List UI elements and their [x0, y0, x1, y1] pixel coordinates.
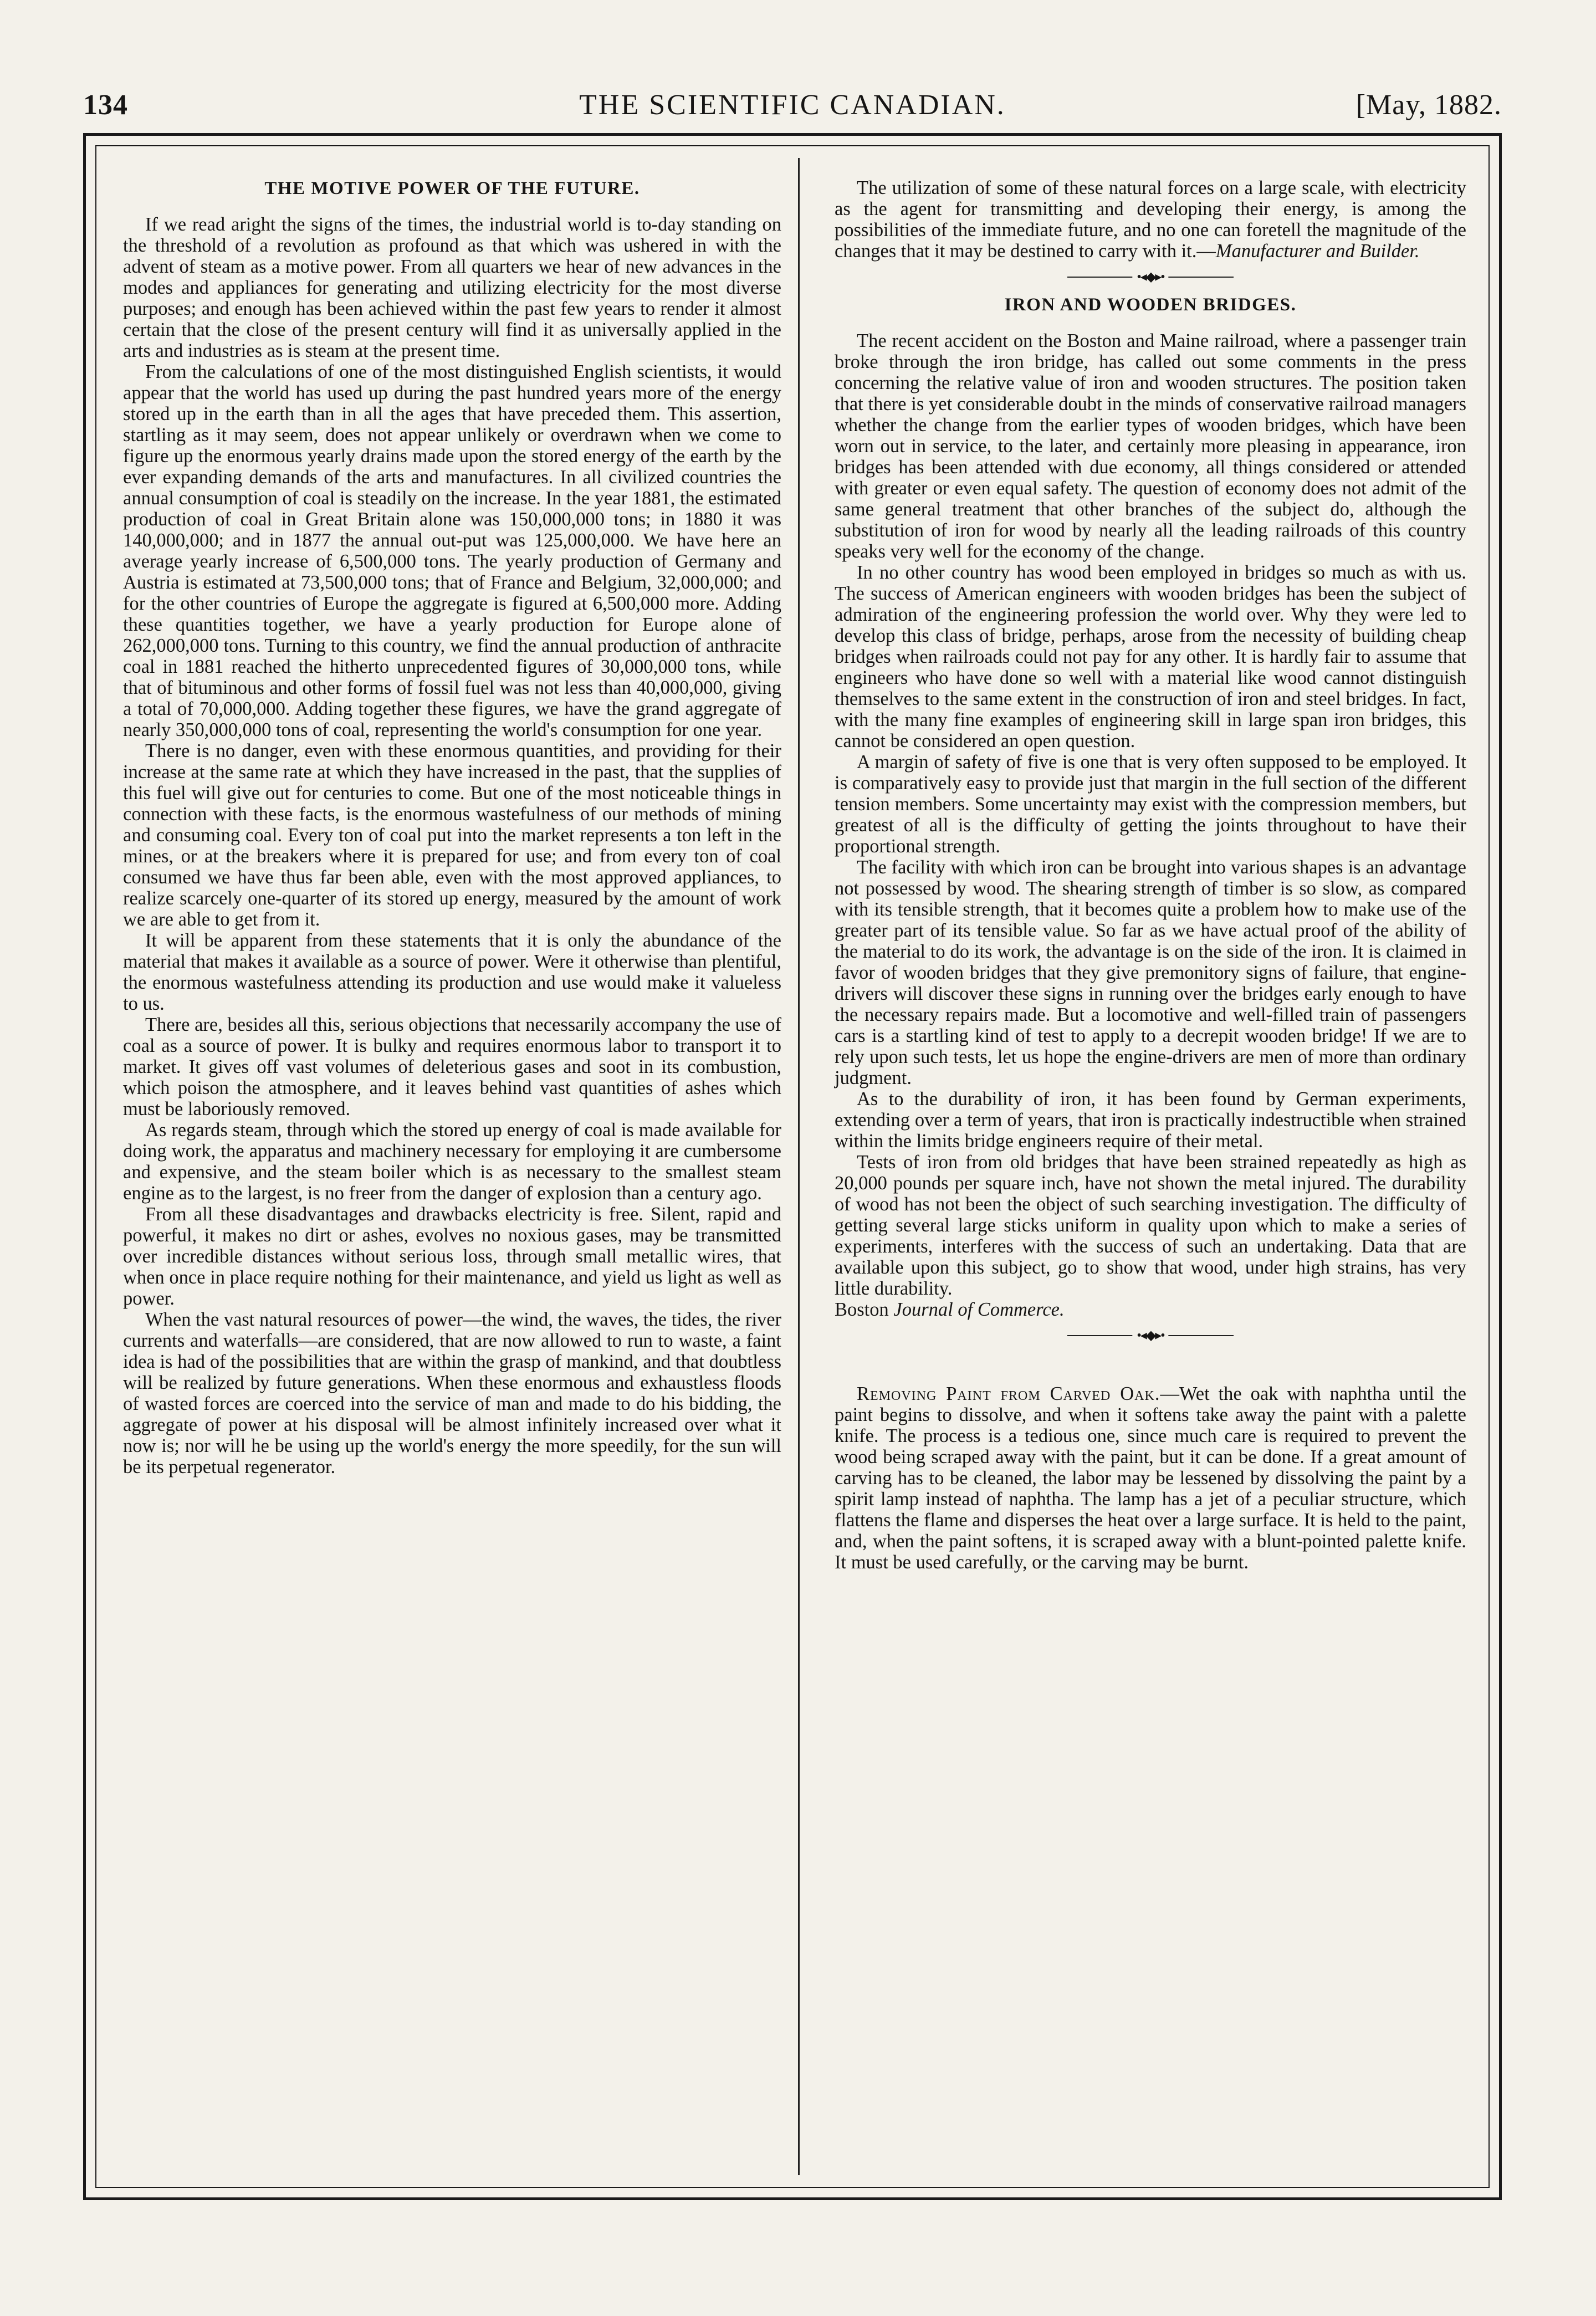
source-prefix: Boston: [835, 1299, 894, 1320]
paragraph: In no other country has wood been employed in bridges so much as with us. The success of American engineers with wooden bridges has been the subject of admiration of the engineering profession the world over. Why they were led to develop this class of bridge, perhaps, arose from the necessity of building cheap bridges when railroads could not pay for any other. It is hardly fair to assume that engineers who have done so well with a material like wood cannot distinguish themselves to the same extent in the construction of iron and steel bridges. In fact, with the many fine examples of engineering skill in large span iron bridges, this cannot be considered an open question.: [835, 562, 1466, 751]
publication-title: THE SCIENTIFIC CANADIAN.: [579, 89, 1006, 121]
article-title-bridges: IRON AND WOODEN BRIDGES.: [1004, 295, 1297, 315]
paragraph: From all these disadvantages and drawbacks electricity is free. Silent, rapid and powerful, it makes no dirt or ashes, evolves no noxious gases, may be transmitted over incredible distances without serious loss, through small metallic wires, that when once in place require nothing for their maintenance, and yield us light as well as power.: [123, 1204, 781, 1309]
article-source-line: [835, 1299, 1466, 1320]
paragraph: There are, besides all this, serious objections that necessarily accompany the use of coal as a source of power. It is bulky and requires enormous labor to transport it to market. It gives off vast volumes of deleterious gases and soot in its combustion, which poison the atmosphere, and it leaves behind vast quantities of ashes which must be laboriously removed.: [123, 1014, 781, 1119]
page-number: 134: [83, 89, 128, 121]
paragraph: As to the durability of iron, it has been found by German experiments, extending over a term of years, that iron is practically indestructible when strained within the limits bridge engineers require of their metal.: [835, 1088, 1466, 1152]
paragraph: The recent accident on the Boston and Maine railroad, where a passenger train broke through the iron bridge, has called out some comments in the press concerning the relative value of iron and wooden structures. The position taken that there is yet considerable doubt in the minds of conservative railroad managers whether the change from the earlier types of wooden bridges, which have been worn out in service, to the later, and certainly more pleasing in appearance, iron bridges has been attended with due economy, all things considered or attended with greater or even equal safety. The question of economy does not admit of the same general treatment that other branches of the subject do, although the substitution of iron for wood by nearly all the leading railroads of this country speaks very well for the economy of the change.: [835, 330, 1466, 562]
continued-text: The utilization of some of these natural forces on a large scale, with electricity as the agent for transmitting and developing their energy, is among the possibilities of the immediate future, and no one can foretell the magnitude of the changes that it may be destined to carry with it.—: [835, 177, 1466, 262]
page-header: [83, 83, 1502, 127]
paragraph: If we read aright the signs of the times, the industrial world is to-day standing on the threshold of a revolution as profound as that which was ushered in with the advent of steam as a motive power. From all quarters we hear of new advances in the modes and appliances for generating and utilizing electricity for the most diverse purposes; and enough has been achieved within the past few years to render it almost certain that the close of the present century will find it as universally applied in the arts and industries as is steam at the present time.: [123, 214, 781, 361]
column-rule: [798, 158, 800, 2175]
paragraph: When the vast natural resources of power—the wind, the waves, the tides, the river currents and waterfalls—are considered, that are now allowed to run to waste, a faint idea is had of the possibilities that are within the grasp of mankind, and that doubtless will be realized by future generations. When these enormous and exhaustless floods of wasted forces are coerced into the service of man and made to do his bidding, the aggregate of power at his disposal will be almost infinitely increased over what it now is; nor will he be using up the world's energy the more speedily, for the sun will be its perpetual regenerator.: [123, 1309, 781, 1477]
section-divider: [1067, 270, 1234, 284]
article-title-motive-power: THE MOTIVE POWER OF THE FUTURE.: [264, 178, 640, 198]
paragraph: There is no danger, even with these enormous quantities, and providing for their increase at the same rate at which they have increased in the past, that the supplies of this fuel will give out for centuries to come. But one of the most noticeable things in connection with these facts, is the enormous wastefulness of our methods of mining and consuming coal. Every ton of coal put into the market represents a ton left in the mines, or at the breakers where it is prepared for use; and from every ton of coal consumed we have thus far been able, even with the most approved appliances, to realize scarcely one-quarter of its stored up energy, measured by the amount of work we are able to get from it.: [123, 740, 781, 930]
note-paragraph: [835, 1383, 1466, 1573]
source-attribution: Journal of Commerce.: [893, 1299, 1065, 1320]
paragraph: As regards steam, through which the stored up energy of coal is made available for doing work, the apparatus and machinery necessary for employing it are cumbersome and expensive, and the steam boiler which is as necessary to the smallest steam engine as to the largest, is no freer from the danger of explosion than a century ago.: [123, 1119, 781, 1204]
paragraph: A margin of safety of five is one that is very often supposed to be employed. It is comparatively easy to provide just that margin in the full section of the different tension members. Some uncertainty may exist with the compression members, but greatest of all is the difficulty of getting the joints throughout to have their proportional strength.: [835, 751, 1466, 857]
section-divider: [1067, 1328, 1234, 1343]
paragraph: It will be apparent from these statements that it is only the abundance of the material that makes it available as a source of power. Were it otherwise than plentiful, the enormous wastefulness attending its production and use would make it valueless to us.: [123, 930, 781, 1014]
source-attribution: Manufacturer and Builder.: [1215, 241, 1420, 262]
paragraph: From the calculations of one of the most distinguished English scientists, it would appear that the world has used up during the past hundred years more of the energy stored up in the earth than in all the ages that have preceded them. This assertion, startling as it may seem, does not appear unlikely or overdrawn when we come to figure up the enormous yearly drains made upon the stored energy of the earth by the ever expanding demands of the arts and manufactures. In all civilized countries the annual consumption of coal is steadily on the increase. In the year 1881, the estimated production of coal in Great Britain alone was 150,000,000 tons; in 1880 it was 140,000,000; and in 1877 the annual out-put was 125,000,000. We have here an average yearly increase of 6,500,000 tons. The yearly production of Germany and Austria is estimated at 73,500,000 tons; that of France and Belgium, 32,000,000; and for the other countries of Europe the aggregate is figured at 6,500,000 more. Adding these quantities together, we have a yearly production for Europe alone of 262,000,000 tons. Turning to this country, we find the annual production of anthracite coal in 1881 reached the hitherto unprecedented figures of 30,000,000 tons, while that of bituminous and other forms of fossil fuel was not less than 40,000,000, giving a total of 70,000,000. Adding together these figures, we have the grand aggregate of nearly 350,000,000 tons of coal, representing the world's consumption for one year.: [123, 361, 781, 740]
divider-ornament: •◂◆▸•: [1132, 1329, 1168, 1342]
right-column: [835, 177, 1466, 1573]
note-body: —Wet the oak with naphtha until the paint begins to dissolve, and when it softens take away the paint with a palette knife. The process is a tedious one, since much care is required to prevent the wood being scraped away with the paint, but it can be done. If a great amount of carving has to be cleaned, the labor may be lessened by dissolving the paint by a spirit lamp instead of naphtha. The lamp has a jet of a peculiar structure, which flattens the flame and disperses the heat over a large surface. It is held to the paint, and, when the paint softens, it is scraped away with a blunt-pointed palette knife. It must be used carefully, or the carving may be burnt.: [835, 1383, 1466, 1573]
paragraph: Tests of iron from old bridges that have been strained repeatedly as high as 20,000 pounds per square inch, have not shown the metal injured. The durability of wood has not been the object of such searching investigation. The difficulty of getting several large sticks uniform in quality upon which to make a series of experiments, interferes with the success of such an undertaking. Data that are available upon this subject, go to show that wood, under high strains, has very little durability.: [835, 1152, 1466, 1299]
paragraph: The facility with which iron can be brought into various shapes is an advantage not possessed by wood. The shearing strength of timber is so slow, as compared with its tensible strength, that it becomes quite a problem how to make use of the greater part of its tensible value. So far as we have actual proof of the ability of the material to do its work, the advantage is on the side of the iron. It is claimed in favor of wooden bridges that they give premonitory signs of failure, that engine-drivers will discover these signs in running over the bridges early enough to have the necessary repairs made. But a locomotive and well-filled train of passengers cars is a startling kind of test to apply to a decrepit wooden bridge! If we are to rely upon such tests, let us hope the engine-drivers are men of more than ordinary judgment.: [835, 857, 1466, 1088]
note-title: Removing Paint from Carved Oak.: [857, 1383, 1160, 1404]
continued-paragraph: [835, 177, 1466, 262]
issue-date: [May, 1882.: [1355, 89, 1502, 121]
divider-ornament: •◂◆▸•: [1132, 270, 1168, 284]
left-column: [123, 177, 781, 1477]
